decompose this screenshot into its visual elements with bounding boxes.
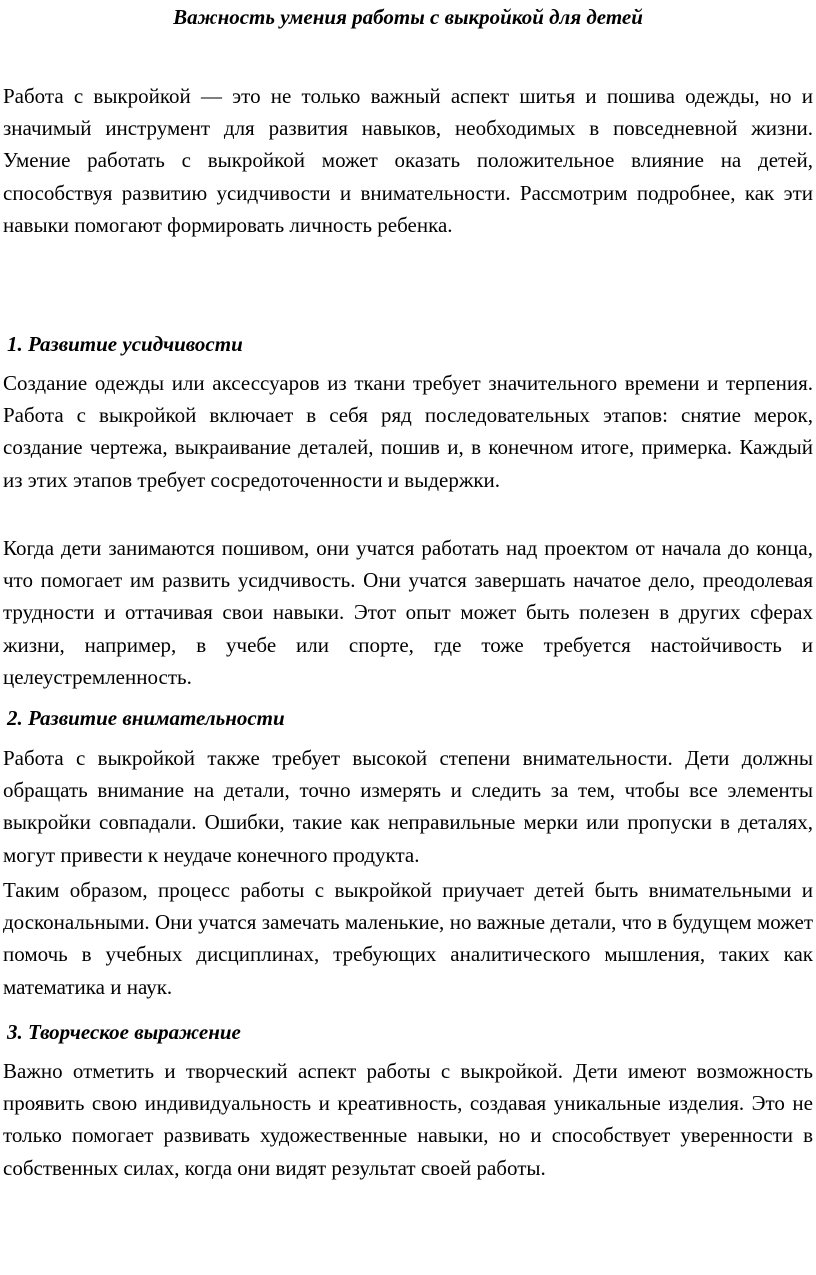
- section-1-heading: 1. Развитие усидчивости: [7, 332, 243, 356]
- intro-paragraph: Работа с выкройкой — это не только важный аспект шитья и пошива одежды, но и значимый инструмент для развития навыков, необходимых в повседневной жизни. Умение работать с выкройкой может оказать положительное влияние на детей, способствуя развитию усидчивости и внимательности. Рассмотрим подробнее, как эти навыки помогают формировать личность ребенка.: [3, 84, 813, 237]
- section-1-paragraph-1: Создание одежды или аксессуаров из ткани требует значительного времени и терпения. Работа с выкройкой включает в себя ряд последовательных этапов: снятие мерок, создание чертежа, выкраивание деталей, пошив и, в конечном итоге, примерка. Каждый из этих этапов требует сосредоточенности и выдержки.: [3, 371, 813, 492]
- section-1-paragraph-2: Когда дети занимаются пошивом, они учатся работать над проектом от начала до конца, что помогает им развить усидчивость. Они учатся завершать начатое дело, преодолевая трудности и оттачивая свои навыки. Этот опыт может быть полезен в других сферах жизни, например, в учебе или спорте, где тоже требуется настойчивость и целеустремленность.: [3, 536, 813, 689]
- section-2-paragraph-2: Таким образом, процесс работы с выкройкой приучает детей быть внимательными и доскональными. Они учатся замечать маленькие, но важные детали, что в будущем может помочь в учебных дисциплинах, требующих аналитического мышления, таких как математика и наук.: [3, 878, 813, 999]
- document-title: Важность умения работы с выкройкой для детей: [173, 5, 643, 29]
- section-3-heading: 3. Творческое выражение: [7, 1020, 241, 1044]
- section-2-heading: 2. Развитие внимательности: [7, 706, 285, 730]
- section-2-paragraph-1: Работа с выкройкой также требует высокой степени внимательности. Дети должны обращать внимание на детали, точно измерять и следить за тем, чтобы все элементы выкройки совпадали. Ошибки, такие как неправильные мерки или пропуски в деталях, могут привести к неудаче конечного продукта.: [3, 746, 813, 867]
- section-3-paragraph-1: Важно отметить и творческий аспект работы с выкройкой. Дети имеют возможность проявить свою индивидуальность и креативность, создавая уникальные изделия. Это не только помогает развивать художественные навыки, но и способствует уверенности в собственных силах, когда они видят результат своей работы.: [3, 1059, 813, 1180]
